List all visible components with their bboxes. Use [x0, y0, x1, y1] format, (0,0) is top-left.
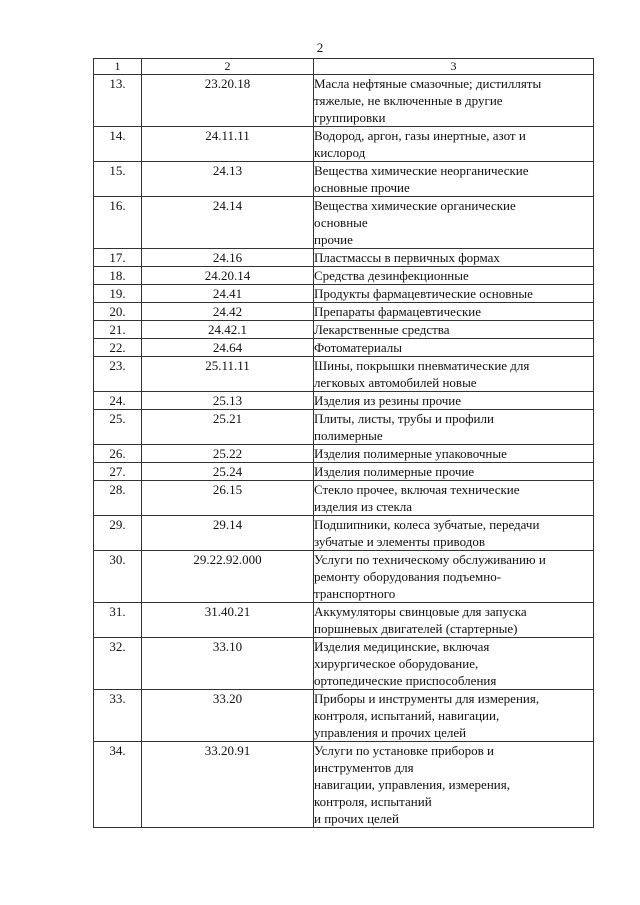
description-line: изделия из стекла: [314, 499, 413, 514]
classification-code: 24.16: [142, 249, 314, 267]
description-line: основные: [314, 215, 368, 230]
table-row: [94, 357, 594, 392]
classification-code: 29.22.92.000: [142, 551, 314, 603]
product-description: [314, 339, 594, 357]
row-number: 14.: [94, 127, 142, 162]
description-line: Средства дезинфекционные: [314, 268, 469, 283]
product-description: [314, 603, 594, 638]
product-description: [314, 516, 594, 551]
row-number: 26.: [94, 445, 142, 463]
description-line: Пластмассы в первичных формах: [314, 250, 500, 265]
row-number: 19.: [94, 285, 142, 303]
row-number: 13.: [94, 75, 142, 127]
classification-code: 31.40.21: [142, 603, 314, 638]
description-line: Изделия полимерные прочие: [314, 464, 475, 479]
table-row: [94, 742, 594, 828]
description-line: Плиты, листы, трубы и профили: [314, 411, 494, 426]
description-line: Продукты фармацевтические основные: [314, 286, 533, 301]
description-line: Приборы и инструменты для измерения,: [314, 691, 540, 706]
row-number: 32.: [94, 638, 142, 690]
description-line: основные прочие: [314, 180, 410, 195]
column-header: 1: [94, 59, 142, 75]
classification-code: 24.14: [142, 197, 314, 249]
product-description: [314, 638, 594, 690]
table-row: [94, 267, 594, 285]
description-line: Вещества химические неорганические: [314, 163, 529, 178]
product-table: [93, 58, 594, 828]
table-row: [94, 481, 594, 516]
product-description: [314, 690, 594, 742]
table-row: [94, 75, 594, 127]
classification-code: 23.20.18: [142, 75, 314, 127]
classification-code: 25.22: [142, 445, 314, 463]
row-number: 15.: [94, 162, 142, 197]
description-line: Стекло прочее, включая технические: [314, 482, 520, 497]
row-number: 30.: [94, 551, 142, 603]
classification-code: 24.42: [142, 303, 314, 321]
description-line: кислород: [314, 145, 366, 160]
classification-code: 25.24: [142, 463, 314, 481]
product-description: [314, 742, 594, 828]
classification-code: 26.15: [142, 481, 314, 516]
row-number: 16.: [94, 197, 142, 249]
description-line: ортопедические приспособления: [314, 673, 497, 688]
classification-code: 24.64: [142, 339, 314, 357]
table-row: [94, 162, 594, 197]
description-line: и прочих целей: [314, 811, 400, 826]
table-row: [94, 463, 594, 481]
table-row: [94, 690, 594, 742]
description-line: Препараты фармацевтические: [314, 304, 482, 319]
description-line: зубчатые и элементы приводов: [314, 534, 485, 549]
table-row: [94, 321, 594, 339]
description-line: поршневых двигателей (стартерные): [314, 621, 518, 636]
product-description: [314, 197, 594, 249]
classification-code: 25.21: [142, 410, 314, 445]
row-number: 28.: [94, 481, 142, 516]
row-number: 17.: [94, 249, 142, 267]
description-line: Шины, покрышки пневматические для: [314, 358, 530, 373]
table-row: [94, 249, 594, 267]
product-description: [314, 249, 594, 267]
classification-code: 24.41: [142, 285, 314, 303]
description-line: Масла нефтяные смазочные; дистилляты: [314, 76, 542, 91]
page-number: 2: [316, 40, 324, 55]
description-line: легковых автомобилей новые: [314, 375, 477, 390]
product-description: [314, 303, 594, 321]
row-number: 29.: [94, 516, 142, 551]
product-description: [314, 410, 594, 445]
product-description: [314, 321, 594, 339]
table-row: [94, 603, 594, 638]
classification-code: 25.13: [142, 392, 314, 410]
table-row: [94, 551, 594, 603]
product-description: [314, 75, 594, 127]
row-number: 31.: [94, 603, 142, 638]
description-line: контроля, испытаний: [314, 794, 432, 809]
description-line: хирургическое оборудование,: [314, 656, 479, 671]
description-line: ремонту оборудования подъемно-: [314, 569, 502, 584]
product-description: [314, 267, 594, 285]
classification-code: 33.20: [142, 690, 314, 742]
row-number: 21.: [94, 321, 142, 339]
row-number: 25.: [94, 410, 142, 445]
product-description: [314, 551, 594, 603]
column-header: 2: [142, 59, 314, 75]
classification-code: 29.14: [142, 516, 314, 551]
table-row: [94, 445, 594, 463]
product-description: [314, 392, 594, 410]
product-description: [314, 285, 594, 303]
description-line: Изделия медицинские, включая: [314, 639, 490, 654]
table-row: [94, 410, 594, 445]
row-number: 20.: [94, 303, 142, 321]
table-header-row: [94, 59, 594, 75]
description-line: Вещества химические органические: [314, 198, 516, 213]
row-number: 24.: [94, 392, 142, 410]
product-description: [314, 162, 594, 197]
row-number: 34.: [94, 742, 142, 828]
table-row: [94, 303, 594, 321]
classification-code: 24.13: [142, 162, 314, 197]
row-number: 22.: [94, 339, 142, 357]
classification-code: 24.20.14: [142, 267, 314, 285]
column-header: 3: [314, 59, 594, 75]
description-line: полимерные: [314, 428, 383, 443]
row-number: 23.: [94, 357, 142, 392]
description-line: Аккумуляторы свинцовые для запуска: [314, 604, 527, 619]
row-number: 27.: [94, 463, 142, 481]
classification-code: 24.42.1: [142, 321, 314, 339]
table-row: [94, 285, 594, 303]
row-number: 18.: [94, 267, 142, 285]
row-number: 33.: [94, 690, 142, 742]
description-line: Услуги по установке приборов и: [314, 743, 495, 758]
classification-code: 33.10: [142, 638, 314, 690]
description-line: Лекарственные средства: [314, 322, 450, 337]
product-description: [314, 463, 594, 481]
description-line: инструментов для: [314, 760, 414, 775]
classification-code: 33.20.91: [142, 742, 314, 828]
product-description: [314, 481, 594, 516]
description-line: тяжелые, не включенные в другие: [314, 93, 503, 108]
description-line: Подшипники, колеса зубчатые, передачи: [314, 517, 540, 532]
description-line: Фотоматериалы: [314, 340, 402, 355]
description-line: транспортного: [314, 586, 396, 601]
description-line: управления и прочих целей: [314, 725, 467, 740]
table-row: [94, 392, 594, 410]
table-row: [94, 638, 594, 690]
table-row: [94, 127, 594, 162]
description-line: Изделия из резины прочие: [314, 393, 462, 408]
description-line: группировки: [314, 110, 386, 125]
description-line: Услуги по техническому обслуживанию и: [314, 552, 546, 567]
table-row: [94, 339, 594, 357]
table-row: [94, 197, 594, 249]
description-line: навигации, управления, измерения,: [314, 777, 510, 792]
product-description: [314, 445, 594, 463]
product-description: [314, 127, 594, 162]
description-line: контроля, испытаний, навигации,: [314, 708, 500, 723]
classification-code: 24.11.11: [142, 127, 314, 162]
description-line: Водород, аргон, газы инертные, азот и: [314, 128, 526, 143]
description-line: Изделия полимерные упаковочные: [314, 446, 507, 461]
classification-code: 25.11.11: [142, 357, 314, 392]
description-line: прочие: [314, 232, 353, 247]
product-description: [314, 357, 594, 392]
table-row: [94, 516, 594, 551]
